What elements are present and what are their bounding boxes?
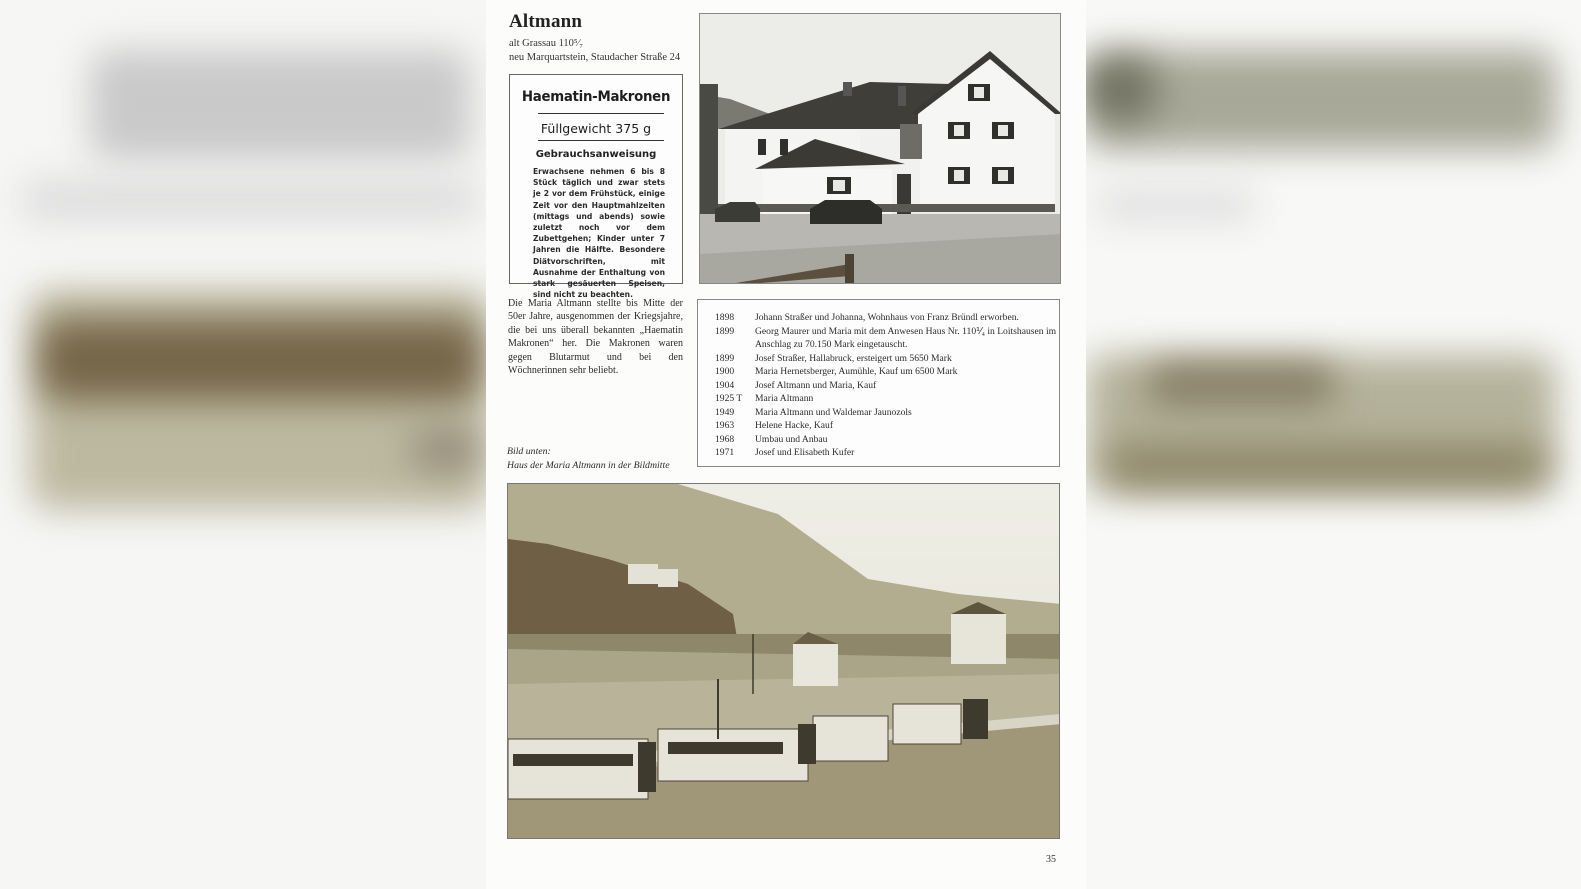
label-divider [538, 113, 664, 114]
caption-line-1: Bild unten: [507, 446, 551, 457]
product-label-weight: Füllgewicht 375 g [540, 121, 652, 136]
product-label-subtitle: Gebrauchsanweisung [535, 149, 657, 160]
address-new: neu Marquartstein, Staudacher Straße 24 [509, 52, 681, 63]
ownership-chronicle-box: 1898 Johann Straßer und Johanna, Wohnhaus von Franz Bründl erworben. 1899 Georg Maurer und Maria mit dem Anwesen Haus Nr. 110⅟₄ in Loitshausen im Anschlag zu 70.150 Mark eingetauscht. 1899 Josef Straßer, Hallabruck, ersteigert um 5650 Mark 1900 Maria Hernetsberger, Aumühle, Kauf um 6500 Mark 1904 Josef Altmann und Maria, Kauf 1925 T Maria Altmann 1949 Maria Altmann und Waldemar Jaunozols 1963 Helene Hacke, Kauf 1968 Umbau und Anbau 1971 Josef und Elisabeth Kufer [697, 299, 1060, 467]
product-label-instructions: Erwachsene nehmen 6 bis 8 Stück täglich und zwar stets je 2 vor dem Frühstück, einige Zeit vor den Hauptmahlzeiten (mittags und abends) sowie zuletzt noch vor dem Zubettgehen; Kinder unter 7 Jahren die Hälfte. Besondere Diätvorschriften, mit Ausnahme der Enthaltung von stark gesäuerten Speisen, sind nicht zu beachten. [533, 167, 665, 300]
photo-caption [507, 445, 670, 472]
book-page [486, 0, 1086, 889]
product-label-title: Haematin-Makronen [521, 89, 671, 105]
label-divider [538, 140, 664, 141]
product-label-box [509, 74, 683, 300]
blurred-background-left [0, 0, 486, 889]
historic-train-photo [507, 483, 1060, 839]
caption-line-2: Haus der Maria Altmann in der Bildmitte [507, 459, 670, 471]
blurred-background-right [1086, 0, 1581, 889]
description-paragraph: Die Maria Altmann stellte bis Mitte der 50er Jahre, ausgenommen der Kriegsjahre, die bei uns überall bekannten „Haematin Makronen“ her. Die Makronen waren gegen Blutarmut und bei den Wöchnerinnen sehr beliebt. [508, 298, 683, 377]
house-photo [699, 13, 1061, 284]
page-title: Altmann [509, 11, 583, 32]
address-block [509, 37, 680, 65]
address-old: alt Grassau 110⁵⁄₇ [509, 38, 584, 49]
page-number: 35 [1046, 854, 1056, 865]
